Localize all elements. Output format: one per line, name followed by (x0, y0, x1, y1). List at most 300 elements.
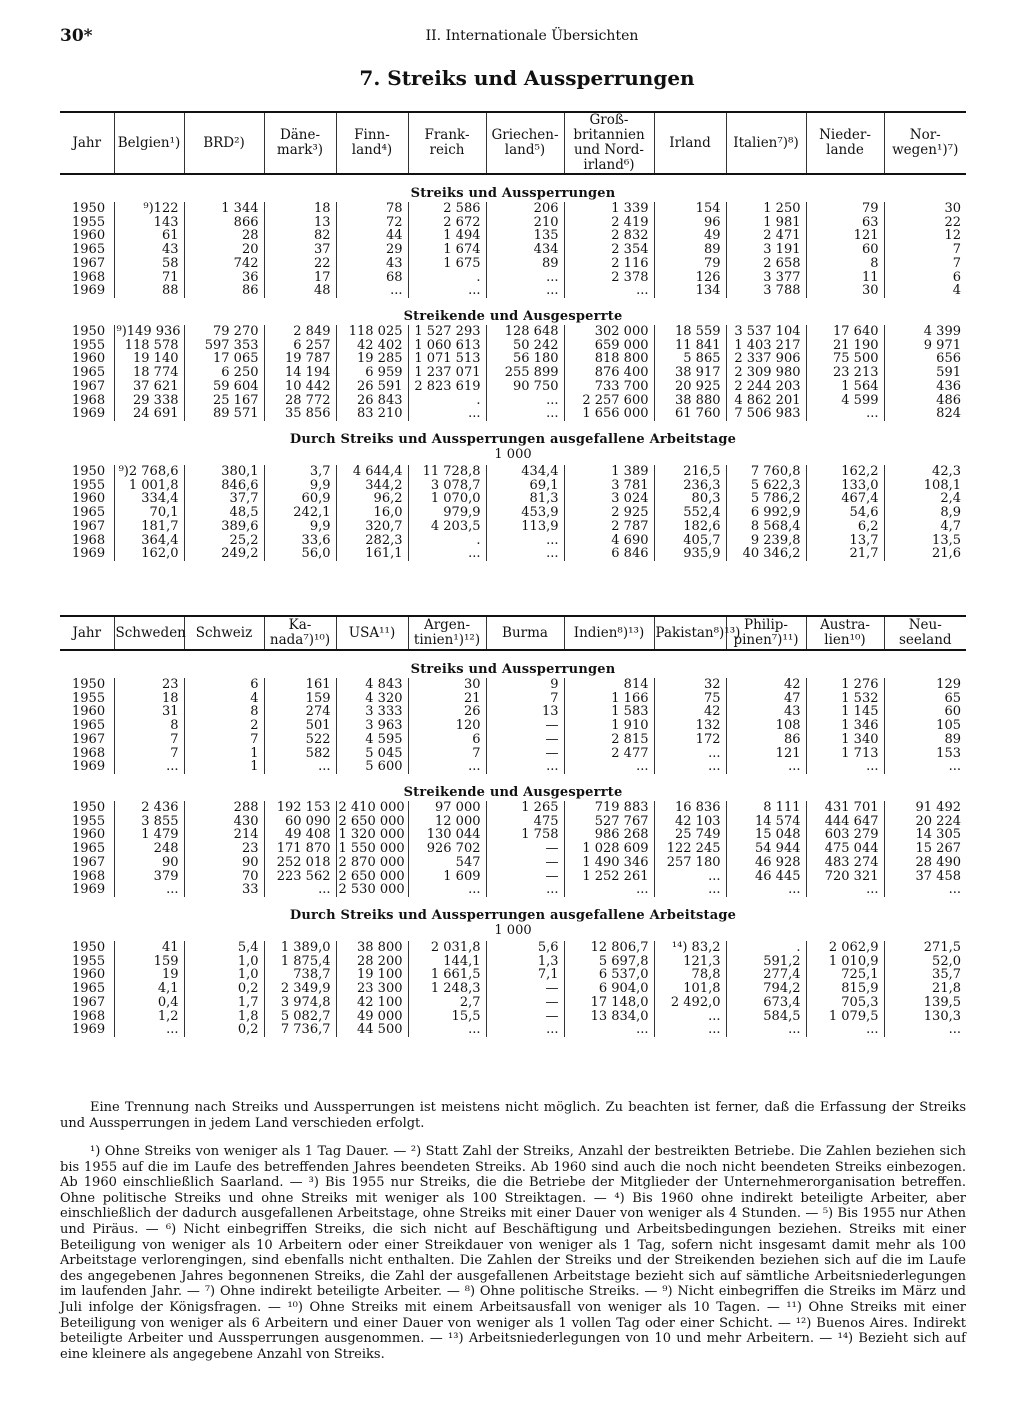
table-cell: 90 (114, 856, 184, 870)
table-cell: 1 389 (564, 465, 654, 479)
table-cell: 1,8 (184, 1010, 264, 1024)
section-heading-row (60, 774, 966, 801)
table-cell: 47 (726, 692, 806, 706)
table-cell: 12 806,7 (564, 941, 654, 955)
table-cell: 162,2 (806, 465, 884, 479)
table-cell: 7 506 983 (726, 407, 806, 421)
table-cell: 18 (114, 692, 184, 706)
table-cell: 29 (336, 243, 408, 257)
year-cell: 1969 (72, 546, 106, 562)
table-cell: 4,1 (114, 982, 184, 996)
table-cell: 1 166 (564, 692, 654, 706)
table-cell: 30 (408, 678, 486, 692)
table-row (60, 520, 966, 534)
table-cell: 134 (654, 284, 726, 298)
table-cell: 379 (114, 870, 184, 884)
table-cell: 986 268 (564, 828, 654, 842)
table-cell: 7 (884, 243, 966, 257)
table-cell: 1 609 (408, 870, 486, 884)
table-cell: 46 445 (726, 870, 806, 884)
table-cell: 89 (884, 733, 966, 747)
section-title: Streiks und Aussperrungen (410, 186, 616, 201)
table-cell: ... (726, 1023, 806, 1037)
table-cell: 876 400 (564, 366, 654, 380)
column-header: Däne-mark³) (264, 112, 336, 174)
table-row (60, 996, 966, 1010)
table-cell: 61 760 (654, 407, 726, 421)
table-cell: ... (806, 1023, 884, 1037)
table-cell: 108,1 (884, 479, 966, 493)
table-cell: ... (884, 883, 966, 897)
table-cell: 288 (184, 801, 264, 815)
table-cell: 2 815 (564, 733, 654, 747)
table-cell: 597 353 (184, 339, 264, 353)
table-cell: 453,9 (486, 506, 564, 520)
table-cell: 79 (654, 257, 726, 271)
table-cell: 35,7 (884, 968, 966, 982)
table-cell: 271,5 (884, 941, 966, 955)
section-title: Streikende und Ausgesperrte (403, 309, 623, 325)
column-header: Philip-pinen⁷)¹¹) (726, 616, 806, 650)
table-cell: 5 045 (336, 747, 408, 761)
table-cell: 320,7 (336, 520, 408, 534)
table-cell: 32 (654, 678, 726, 692)
table-cell: 181,7 (114, 520, 184, 534)
table-cell: 60 (884, 705, 966, 719)
table-cell: 2 492,0 (654, 996, 726, 1010)
table-cell: 1 532 (806, 692, 884, 706)
year-cell: 1960 (72, 704, 106, 720)
table-cell: 121 (806, 229, 884, 243)
table-cell: ⁹)149 936 (114, 325, 184, 339)
table-row (60, 257, 966, 271)
table-cell: 6 904,0 (564, 982, 654, 996)
table-cell: 1 527 293 (408, 325, 486, 339)
table-cell: 6 992,9 (726, 506, 806, 520)
table-cell: 59 604 (184, 380, 264, 394)
table-cell: 97 000 (408, 801, 486, 815)
table-cell: ... (114, 760, 184, 774)
table-cell: 6 846 (564, 547, 654, 561)
table-cell: ... (654, 760, 726, 774)
table-cell: 3 855 (114, 815, 184, 829)
table-cell: ... (806, 407, 884, 421)
table-cell: 2 530 000 (336, 883, 408, 897)
table-cell: 23 213 (806, 366, 884, 380)
table-cell: ... (486, 760, 564, 774)
table-cell: 30 (884, 202, 966, 216)
table-cell: 50 242 (486, 339, 564, 353)
footnotes: ¹) Ohne Streiks von weniger als 1 Tag Dauer. — ²) Statt Zahl der Streiks, Anzahl der bestreikten Betriebe. Die Zahlen beziehen sich bis 1955 auf die im Laufe des betreffenden Jahres beendeten Streiks. Ab 1960 sind auch die noch nicht beendeten Streiks einbezogen. Ab 1960 einschließlich Saarland. — ³) Bis 1955 nur Streiks, die die Betriebe der Mitglieder der Unternehmerorganisation betreffen. Ohne politische Streiks und ohne Streiks mit weniger als 100 Streiktagen. — ⁴) Bis 1960 ohne indirekt beteiligte Arbeiter, aber einschließlich der dadurch ausgefallenen Arbeitstage, ohne Streiks mit einer Dauer von weniger als 4 Stunden. — ⁵) Bis 1955 nur Athen und Piräus. — ⁶) Nicht einbegriffen Streiks, die sich nicht auf Beschäftigung und Arbeitsbedingungen beziehen. Streiks mit einer Beteiligung von weniger als 10 Arbeitern oder einer Streikdauer von weniger als 1 Tag, sofern nicht insgesamt damit mehr als 100 Arbeitstage verlorengingen, sind ebenfalls nicht enthalten. Die Zahlen der Streiks und der Streikenden beziehen sich auf die im Laufe des angegebenen Jahres begonnenen Streiks, die Zahl der ausgefallenen Arbeitstage bezieht sich auf sämtliche Arbeitsniederlegungen im laufenden Jahr. — ⁷) Ohne indirekt beteiligte Arbeiter. — ⁸) Ohne politische Streiks. — ⁹) Nicht einbegriffen die Streiks im März und Juli infolge der Königsfragen. — ¹⁰) Ohne Streiks mit einem Arbeitsausfall von weniger als 10 Tagen. — ¹¹) Ohne Streiks mit einer Beteiligung von weniger als 6 Arbeitern und einer Dauer von weniger als 1 vollen Tag oder einer Schicht. — ¹²) Buenos Aires. Indirekt beteiligte Arbeiter und Aussperrungen ausgenommen. — ¹³) Arbeitsniederlegungen von 10 und mehr Arbeitern. — ¹⁴) Bezieht sich auf eine kleinere als angegebene Anzahl von Streiks. (60, 1144, 966, 1362)
table-cell: 3 191 (726, 243, 806, 257)
table-cell: 13,7 (806, 534, 884, 548)
table-cell: 86 (726, 733, 806, 747)
table-cell: 12 (884, 229, 966, 243)
table-cell: 49 (654, 229, 726, 243)
table-cell: 277,4 (726, 968, 806, 982)
table-cell: 522 (264, 733, 336, 747)
table-cell: 38 880 (654, 394, 726, 408)
table-cell: 252 018 (264, 856, 336, 870)
table-cell: 1 674 (408, 243, 486, 257)
column-header: Irland (654, 112, 726, 174)
table-cell: 935,9 (654, 547, 726, 561)
table-cell: 591,2 (726, 955, 806, 969)
table-cell: 815,9 (806, 982, 884, 996)
table-cell: ... (806, 883, 884, 897)
table-cell: 22 (264, 257, 336, 271)
table-cell: 129 (884, 678, 966, 692)
table-cell: 42,3 (884, 465, 966, 479)
table-cell: 5 697,8 (564, 955, 654, 969)
column-header: Nieder-lande (806, 112, 884, 174)
table-cell: 36 (184, 271, 264, 285)
table-cell: 28 772 (264, 394, 336, 408)
table-cell: 78 (336, 202, 408, 216)
table-cell: 13 834,0 (564, 1010, 654, 1024)
table-cell: 4 (884, 284, 966, 298)
table-cell: 42 100 (336, 996, 408, 1010)
table-cell: 121 (726, 747, 806, 761)
year-cell: 1968 (72, 745, 106, 761)
table-cell: 6 257 (264, 339, 336, 353)
table-cell: 31 (114, 705, 184, 719)
table-cell: 1 339 (564, 202, 654, 216)
table-row (60, 380, 966, 394)
table-cell: 13,5 (884, 534, 966, 548)
table-row (60, 955, 966, 969)
table-cell: ... (654, 1010, 726, 1024)
table-cell: 248 (114, 842, 184, 856)
table-cell: 2 870 000 (336, 856, 408, 870)
year-cell: 1969 (72, 759, 106, 775)
table-cell: 8 (806, 257, 884, 271)
table-cell: 444 647 (806, 815, 884, 829)
table-cell: 501 (264, 719, 336, 733)
column-header: Ka-nada⁷)¹⁰) (264, 616, 336, 650)
table-cell: 25,2 (184, 534, 264, 548)
table-cell: 6 537,0 (564, 968, 654, 982)
table-cell: 11 728,8 (408, 465, 486, 479)
table-cell: 35 856 (264, 407, 336, 421)
table-cell: 4 399 (884, 325, 966, 339)
table-cell: 1 583 (564, 705, 654, 719)
table-row (60, 842, 966, 856)
table-cell: 60 090 (264, 815, 336, 829)
table-cell: 3,7 (264, 465, 336, 479)
table-cell: 1 276 (806, 678, 884, 692)
year-cell: 1968 (72, 868, 106, 884)
table-cell: 1 389,0 (264, 941, 336, 955)
table-cell: 41 (114, 941, 184, 955)
table-cell: 161 (264, 678, 336, 692)
table-cell: 9,9 (264, 479, 336, 493)
table-cell: 552,4 (654, 506, 726, 520)
table-cell: . (408, 394, 486, 408)
table-cell: 5 865 (654, 352, 726, 366)
table-cell: 37 (264, 243, 336, 257)
table-cell: 1 661,5 (408, 968, 486, 982)
table-row (60, 705, 966, 719)
table-cell: 2 378 (564, 271, 654, 285)
table-cell: 223 562 (264, 870, 336, 884)
column-header: Schweiz (184, 616, 264, 650)
table-cell: 719 883 (564, 801, 654, 815)
table-cell: ... (264, 760, 336, 774)
table-cell: 126 (654, 271, 726, 285)
table-cell: 1,3 (486, 955, 564, 969)
year-cell: 1969 (72, 283, 106, 299)
table-cell: 60 (806, 243, 884, 257)
table-cell: 5 622,3 (726, 479, 806, 493)
table-cell: 656 (884, 352, 966, 366)
table-cell: ... (486, 271, 564, 285)
table-cell: 5,6 (486, 941, 564, 955)
table-cell: 70 (184, 870, 264, 884)
table-cell: 69,1 (486, 479, 564, 493)
table-cell: 56,0 (264, 547, 336, 561)
table-cell: 4 595 (336, 733, 408, 747)
section-heading-row (60, 174, 966, 202)
table-cell: 926 702 (408, 842, 486, 856)
table-cell: 19 285 (336, 352, 408, 366)
table-row (60, 692, 966, 706)
table-row (60, 366, 966, 380)
table-cell: 1,0 (184, 955, 264, 969)
table-cell: 818 800 (564, 352, 654, 366)
table-cell: 242,1 (264, 506, 336, 520)
table-cell: 7 (114, 733, 184, 747)
year-cell: 1960 (72, 491, 106, 507)
table-cell: 43 (114, 243, 184, 257)
table-cell: 24 691 (114, 407, 184, 421)
table-cell: ... (654, 1023, 726, 1037)
table-cell: 52,0 (884, 955, 966, 969)
table-cell: 1 875,4 (264, 955, 336, 969)
table-row (60, 492, 966, 506)
table-cell: — (486, 996, 564, 1010)
table-cell: 88 (114, 284, 184, 298)
table-cell: 153 (884, 747, 966, 761)
table-cell: 90 (184, 856, 264, 870)
table-cell: 128 648 (486, 325, 564, 339)
year-cell: 1967 (72, 994, 106, 1010)
table-cell: 6 (408, 733, 486, 747)
table-cell: 108 (726, 719, 806, 733)
section-title: Durch Streiks und Aussperrungen ausgefallene Arbeitstage (289, 432, 737, 448)
table-cell: 9 971 (884, 339, 966, 353)
table-cell: 21,7 (806, 547, 884, 561)
table-cell: 78,8 (654, 968, 726, 982)
table-cell: ... (486, 883, 564, 897)
table-cell: 1 344 (184, 202, 264, 216)
table-cell: 1 479 (114, 828, 184, 842)
year-cell: 1967 (72, 731, 106, 747)
table-body-top (60, 174, 966, 561)
table-cell: ... (726, 883, 806, 897)
table-cell: ... (486, 394, 564, 408)
column-header: Finn-land⁴) (336, 112, 408, 174)
table-cell: 122 245 (654, 842, 726, 856)
table-row (60, 229, 966, 243)
table-cell: 742 (184, 257, 264, 271)
table-cell: 210 (486, 216, 564, 230)
table-cell: 364,4 (114, 534, 184, 548)
unit-row (60, 924, 966, 941)
table-cell: ... (408, 1023, 486, 1037)
table-cell: 28 490 (884, 856, 966, 870)
year-cell: 1955 (72, 477, 106, 493)
table-cell: 1 564 (806, 380, 884, 394)
column-header: Frank-reich (408, 112, 486, 174)
table-row (60, 325, 966, 339)
table-cell: 37 621 (114, 380, 184, 394)
unit-row (60, 448, 966, 465)
table-row (60, 352, 966, 366)
table-cell: 1 550 000 (336, 842, 408, 856)
table-cell: 2 436 (114, 801, 184, 815)
table-row (60, 760, 966, 774)
table-cell: 0,4 (114, 996, 184, 1010)
table-cell: 42 103 (654, 815, 726, 829)
table-cell: ... (884, 1023, 966, 1037)
section-heading-row (60, 650, 966, 678)
table-cell: 21,8 (884, 982, 966, 996)
year-cell: 1955 (72, 337, 106, 353)
table-row (60, 243, 966, 257)
table-cell: 2 650 000 (336, 815, 408, 829)
table-cell: 96,2 (336, 492, 408, 506)
table-cell: 2 031,8 (408, 941, 486, 955)
table-cell: 236,3 (654, 479, 726, 493)
table-cell: 2 (184, 719, 264, 733)
table-cell: ... (654, 883, 726, 897)
table-cell: 3 781 (564, 479, 654, 493)
table-cell: 4 862 201 (726, 394, 806, 408)
table-cell: 75 (654, 692, 726, 706)
table-cell: 58 (114, 257, 184, 271)
table-cell: 7 (486, 692, 564, 706)
year-cell: 1968 (72, 532, 106, 548)
table-cell: 1 656 000 (564, 407, 654, 421)
table-cell: ... (486, 1023, 564, 1037)
table-cell: 192 153 (264, 801, 336, 815)
table-cell: 68 (336, 271, 408, 285)
table-cell: 63 (806, 216, 884, 230)
table-cell: 182,6 (654, 520, 726, 534)
year-cell: 1968 (72, 269, 106, 285)
table-cell: 18 559 (654, 325, 726, 339)
table-cell: 2 787 (564, 520, 654, 534)
table-cell: ... (114, 1023, 184, 1037)
table-cell: 6 959 (336, 366, 408, 380)
year-cell: 1955 (72, 690, 106, 706)
table-cell: 16 836 (654, 801, 726, 815)
table-cell: 48,5 (184, 506, 264, 520)
table-cell: 7,1 (486, 968, 564, 982)
table-cell: 1 010,9 (806, 955, 884, 969)
table-cell: 21 (408, 692, 486, 706)
table-cell: ... (408, 407, 486, 421)
table-cell: ... (884, 760, 966, 774)
running-head: II. Internationale Übersichten (425, 28, 639, 44)
table-cell: — (486, 747, 564, 761)
table-cell: 2 354 (564, 243, 654, 257)
table-cell: 26 843 (336, 394, 408, 408)
table-cell: 14 194 (264, 366, 336, 380)
table-cell: 430 (184, 815, 264, 829)
table-cell: 1,7 (184, 996, 264, 1010)
table-cell: 17 (264, 271, 336, 285)
table-cell: 7 (408, 747, 486, 761)
table-cell: 1 071 513 (408, 352, 486, 366)
year-cell: 1967 (72, 378, 106, 394)
table-row (60, 968, 966, 982)
table-cell: 2,7 (408, 996, 486, 1010)
year-cell: 1960 (72, 228, 106, 244)
table-cell: — (486, 1010, 564, 1024)
table-cell: — (486, 719, 564, 733)
table-row (60, 339, 966, 353)
table-cell: 603 279 (806, 828, 884, 842)
table-cell: 44 500 (336, 1023, 408, 1037)
table-cell: 1 981 (726, 216, 806, 230)
table-cell: 13 (486, 705, 564, 719)
year-cell: 1960 (72, 967, 106, 983)
table-cell: 171 870 (264, 842, 336, 856)
year-cell: 1965 (72, 365, 106, 381)
table-cell: 33,6 (264, 534, 336, 548)
table-cell: 101,8 (654, 982, 726, 996)
table-cell: 2 849 (264, 325, 336, 339)
table-cell: 4 203,5 (408, 520, 486, 534)
table-cell: 0,2 (184, 982, 264, 996)
table-cell: 30 (806, 284, 884, 298)
table-row (60, 801, 966, 815)
table-row (60, 479, 966, 493)
table-cell: 1 758 (486, 828, 564, 842)
table-cell: 96 (654, 216, 726, 230)
section-title: Streikende und Ausgesperrte (403, 785, 623, 801)
table-cell: 1 237 071 (408, 366, 486, 380)
table-cell: 4 599 (806, 394, 884, 408)
table-cell: 21,6 (884, 547, 966, 561)
table-cell: 17 640 (806, 325, 884, 339)
table-cell: 135 (486, 229, 564, 243)
table-cell: 2 337 906 (726, 352, 806, 366)
table-cell: 9 239,8 (726, 534, 806, 548)
table-cell: 26 (408, 705, 486, 719)
table-cell: 159 (264, 692, 336, 706)
table-cell: 139,5 (884, 996, 966, 1010)
table-cell: 4 320 (336, 692, 408, 706)
table-cell: ... (264, 883, 336, 897)
table-cell: 2 116 (564, 257, 654, 271)
table-cell: 405,7 (654, 534, 726, 548)
table-cell: 2 672 (408, 216, 486, 230)
table-cell: 90 750 (486, 380, 564, 394)
table-cell: 282,3 (336, 534, 408, 548)
table-cell: 121,3 (654, 955, 726, 969)
table-cell: 49 408 (264, 828, 336, 842)
table-cell: 2 410 000 (336, 801, 408, 815)
table-cell: ... (486, 284, 564, 298)
table-cell: 37,7 (184, 492, 264, 506)
year-cell: 1969 (72, 1022, 106, 1038)
table-cell: 23 (184, 842, 264, 856)
table-cell: 113,9 (486, 520, 564, 534)
table-cell: 6 250 (184, 366, 264, 380)
